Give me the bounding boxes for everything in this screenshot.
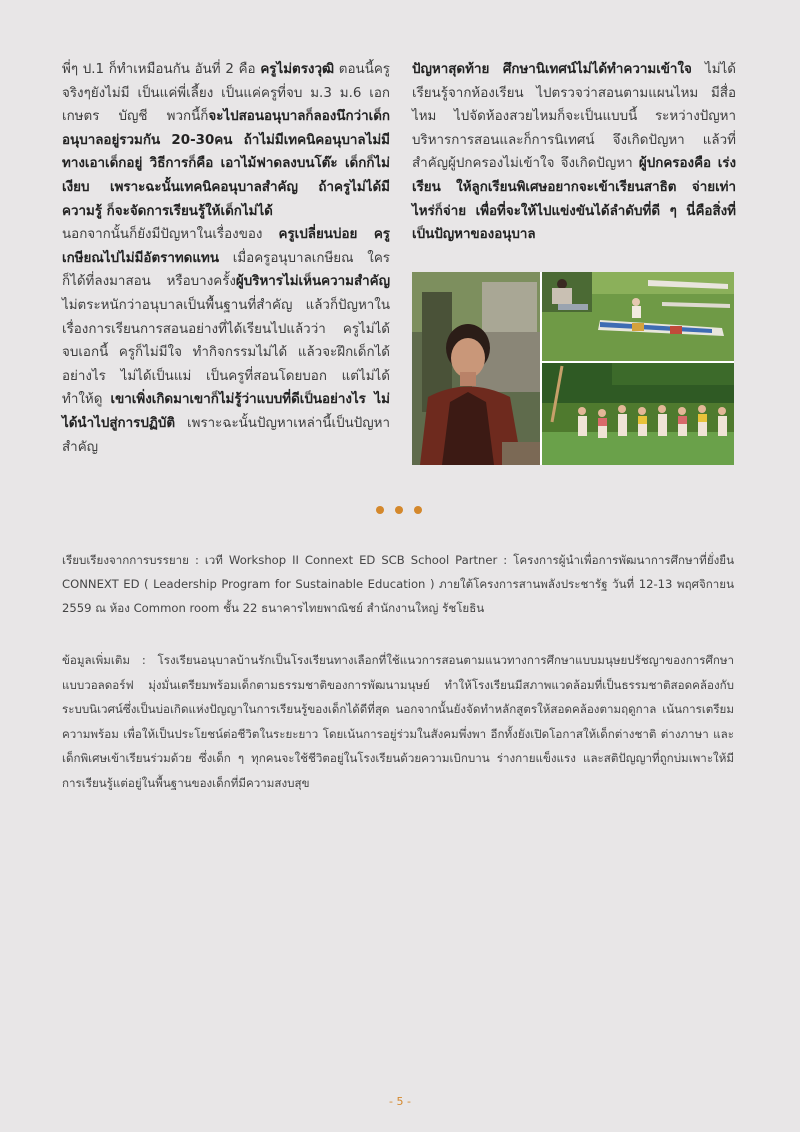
source-credit: เรียบเรียงจากการบรรยาย : เวที Workshop II Connext ED SCB School Partner : โครงการผู้นำเพื่อการพัฒนาการศึกษาที่ยั่งยืน CONNEXT ED ( Leadership Program for Sustainable Education ) ภายใต้โครงการสานพลังประชารัฐ วันที่ 12-13 พฤศจิกายน 2559 ณ ห้อง Common room ชั้น 22 ธนาคารไทยพาณิชย์ สำนักงานใหญ่ รัชโยธิน <box>62 553 734 615</box>
section-divider <box>376 506 422 514</box>
bold-text-run: ปัญหาสุดท้าย ศึกษานิเทศน์ไม่ได้ทำความเข้าใจ <box>412 62 692 77</box>
bold-text-run: จะไปสอนอนุบาลก็ลองนึกว่าเด็กอนุบาลอยู่รวมกัน 20-30คน ถ้าไม่มีเทคนิคอนุบาลไม่มีทางเอาเด็กอยู่ วิธีการก็คือ เอาไม้ฟาดลงบนโต๊ะ เด็กก็ไม่เงียบ เพราะฉะนั้นเทคนิคอนุบาลสำคัญ ถ้าครูไม่ได้มีความรู้ ก็จะจัดการเรียนรู้ให้เด็กไม่ได้ <box>62 109 390 219</box>
right-column <box>412 58 736 247</box>
paragraph <box>412 58 736 247</box>
text-run: ไม่ตระหนักว่าอนุบาลเป็นพื้นฐานที่สำคัญ แล้วก็ปัญหาในเรื่องการเรียนการสอนอย่างที่ได้เรียนไปแล้วว่า ครูไม่ได้จบเอกนี้ ครูก็ไม่มีใจ ทำกิจกรรมไม่ได้ แล้วจะฝึกเด็กได้อย่างไร ไม่ได้เป็นแม่ เป็นครูที่สอนโดยบอก แต่ไม่ได้ทำให้ดู <box>62 297 390 408</box>
children-grass-photo <box>542 272 734 361</box>
divider-dot <box>395 506 403 514</box>
bold-text-run: ครูไม่ตรงวุฒิ <box>260 62 335 77</box>
bold-text-run: ครูเปลี่ยนบ่อย ครูเกษียณไปไม่มีอัตราทดแทน <box>62 227 390 266</box>
paragraph <box>62 223 390 459</box>
photo-collage <box>412 272 734 465</box>
photo-collage-image <box>412 272 734 465</box>
paragraph <box>62 58 390 223</box>
divider-dot <box>414 506 422 514</box>
children-line-photo <box>542 363 734 465</box>
additional-info: ข้อมูลเพิ่มเติม : โรงเรียนอนุบาลบ้านรักเป็นโรงเรียนทางเลือกที่ใช้แนวการสอนตามแนวทางการศึกษาแบบมนุษยปรัชญาของการศึกษาแบบวอลดอร์ฟ มุ่งมั่นเตรียมพร้อมเด็กตามธรรมชาติของการพัฒนามนุษย์ ทำให้โรงเรียนมีสภาพแวดล้อมที่เป็นธรรมชาติสอดคล้องกับระบบนิเวศน์ซึ่งเป็นบ่อเกิดแห่งปัญญาในการเรียนรู้ของเด็กได้ดีที่สุด นอกจากนั้นยังจัดทำหลักสูตรให้สอดคล้องตามฤดูกาล เน้นการเตรียมความพร้อม เพื่อให้เป็นประโยชน์ต่อชีวิตในระยะยาว โดยเน้นการอยู่ร่วมในสังคมพึ่งพา อีกทั้งยังเปิดโอกาสให้เด็กต่างชาติ ต่างภาษา และเด็กพิเศษเข้าเรียนร่วมด้วย ซึ่งเด็ก ๆ ทุกคนจะใช้ชีวิตอยู่ในโรงเรียนด้วยความเบิกบาน ร่างกายแข็งแรง และสติปัญญาที่ถูกบ่มเพาะให้มีการเรียนรู้แต่อยู่ในพื้นฐานของเด็กที่มีความสงบสุข <box>62 653 734 790</box>
text-run: เพราะฉะนั้นปัญหาเหล่านี้เป็นปัญหาสำคัญ <box>62 415 390 455</box>
text-run: ตอนนี้ครูจริงๆยังไม่มี เป็นแค่พี่เลี้ยง เป็นแค่ครูที่จบ ม.3 ม.6 เอกเกษตร บัญชี พวกนี้ก็ <box>62 62 390 125</box>
divider-dot <box>376 506 384 514</box>
text-run: เมื่อครูอนุบาลเกษียณ ใครก็ได้ที่ลงมาสอน หรือบางครั้ง <box>62 250 390 290</box>
text-run: ไม่ได้เรียนรู้จากห้องเรียน ไปตรวจว่าสอนตามแผนไหม มีสื่อไหม ไปจัดห้องสวยไหมก็จะเป็นแบบนี้ ระหว่างปัญหาบริหารการสอนและก็การนิเทศน์ จึงเกิดปัญหา แล้วที่สำคัญผู้ปกครองไม่เข้าใจ จึงเกิดปัญหา <box>412 62 736 172</box>
left-column <box>62 58 390 459</box>
text-run: นอกจากนั้นก็ยังมีปัญหาในเรื่องของ <box>62 227 279 243</box>
bold-text-run: เขาเพิ่งเกิดมาเขาก็ไม่รู้ว่าแบบที่ดีเป็นอย่างไร ไม่ได้นำไปสู่การปฏิบัติ <box>62 392 390 431</box>
text-run: พี่ๆ ป.1 ก็ทำเหมือนกัน อันที่ 2 คือ <box>62 62 261 77</box>
bold-text-run: ผู้บริหารไม่เห็นความสำคัญ <box>235 274 390 290</box>
page-number: - 5 - <box>389 1095 411 1108</box>
portrait-photo <box>412 272 540 465</box>
bold-text-run: ผู้ปกครองคือ เร่งเรียน ให้ลูกเรียนพิเศษอยากจะเข้าเรียนสาธิต จ่ายเท่าไหร่ก็จ่าย เพื่อที่จะให้ไปแข่งขันได้ลำดับที่ดี ๆ นี่คือสิ่งที่เป็นปัญหาของอนุบาล <box>412 156 736 243</box>
